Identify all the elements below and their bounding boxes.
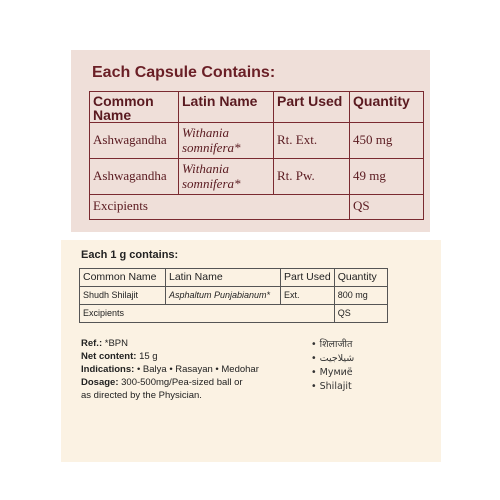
ref-label: Ref.: — [81, 338, 103, 349]
ref-line — [81, 337, 259, 350]
cell-quantity: 800 mg — [334, 287, 387, 305]
header-part-used: Part Used — [274, 92, 350, 123]
cell-latin-name — [179, 123, 274, 159]
name-russian: • Мумиё — [311, 366, 354, 380]
net-content-line — [81, 350, 259, 363]
table-row — [80, 287, 388, 305]
shilajit-heading: Each 1 g contains: — [81, 249, 179, 261]
name-hindi: • शिलाजीत — [311, 338, 354, 352]
name-urdu: • شیلاجیت — [311, 352, 354, 366]
capsule-heading: Each Capsule Contains: — [92, 64, 276, 81]
header-quantity: Quantity — [350, 92, 424, 123]
cell-excipients-qty: QS — [334, 305, 387, 323]
indications-line — [81, 363, 259, 376]
cell-common-name: Ashwagandha — [90, 123, 179, 159]
cell-common-name: Shudh Shilajit — [80, 287, 166, 305]
header-common-name: Common Name — [90, 92, 179, 123]
header-quantity: Quantity — [334, 269, 387, 287]
cell-latin-name — [179, 159, 274, 195]
dosage-value: 300-500mg/Pea-sized ball or — [121, 377, 243, 388]
net-content-value: 15 g — [139, 351, 158, 362]
cell-quantity: 49 mg — [350, 159, 424, 195]
cell-excipients-label: Excipients — [80, 305, 335, 323]
dosage-line — [81, 376, 259, 389]
cell-common-name: Ashwagandha — [90, 159, 179, 195]
dosage-line-2: as directed by the Physician. — [81, 390, 202, 401]
dosage-label: Dosage: — [81, 377, 119, 388]
name-english: • Shilajit — [311, 380, 354, 394]
table-header-row — [80, 269, 388, 287]
indications-value: • Balya • Rasayan • Medohar — [136, 364, 259, 375]
cell-latin-name: Asphaltum Punjabianum* — [166, 287, 281, 305]
cell-part-used: Rt. Pw. — [274, 159, 350, 195]
table-header-row — [90, 92, 424, 123]
header-part-used: Part Used — [281, 269, 335, 287]
table-row — [90, 123, 424, 159]
indications-label: Indications: — [81, 364, 135, 375]
cell-excipients-label: Excipients — [90, 195, 350, 220]
header-latin-name: Latin Name — [179, 92, 274, 123]
ref-value: *BPN — [104, 338, 128, 349]
latin-genus: Withania — [182, 125, 229, 140]
product-meta — [81, 337, 259, 402]
language-names-list — [311, 338, 354, 394]
header-latin-name: Latin Name — [166, 269, 281, 287]
header-common-name: Common Name — [80, 269, 166, 287]
latin-species: somnifera* — [182, 176, 241, 191]
shilajit-ingredients-table — [79, 268, 388, 323]
cell-part-used: Ext. — [281, 287, 335, 305]
latin-species: somnifera* — [182, 140, 241, 155]
cell-excipients-qty: QS — [350, 195, 424, 220]
table-row — [90, 159, 424, 195]
net-content-label: Net content: — [81, 351, 137, 362]
capsule-contents-panel — [71, 50, 430, 232]
latin-genus: Withania — [182, 161, 229, 176]
excipients-row — [80, 305, 388, 323]
cell-quantity: 450 mg — [350, 123, 424, 159]
cell-part-used: Rt. Ext. — [274, 123, 350, 159]
shilajit-contents-panel — [61, 240, 441, 462]
capsule-ingredients-table — [89, 91, 424, 220]
excipients-row — [90, 195, 424, 220]
